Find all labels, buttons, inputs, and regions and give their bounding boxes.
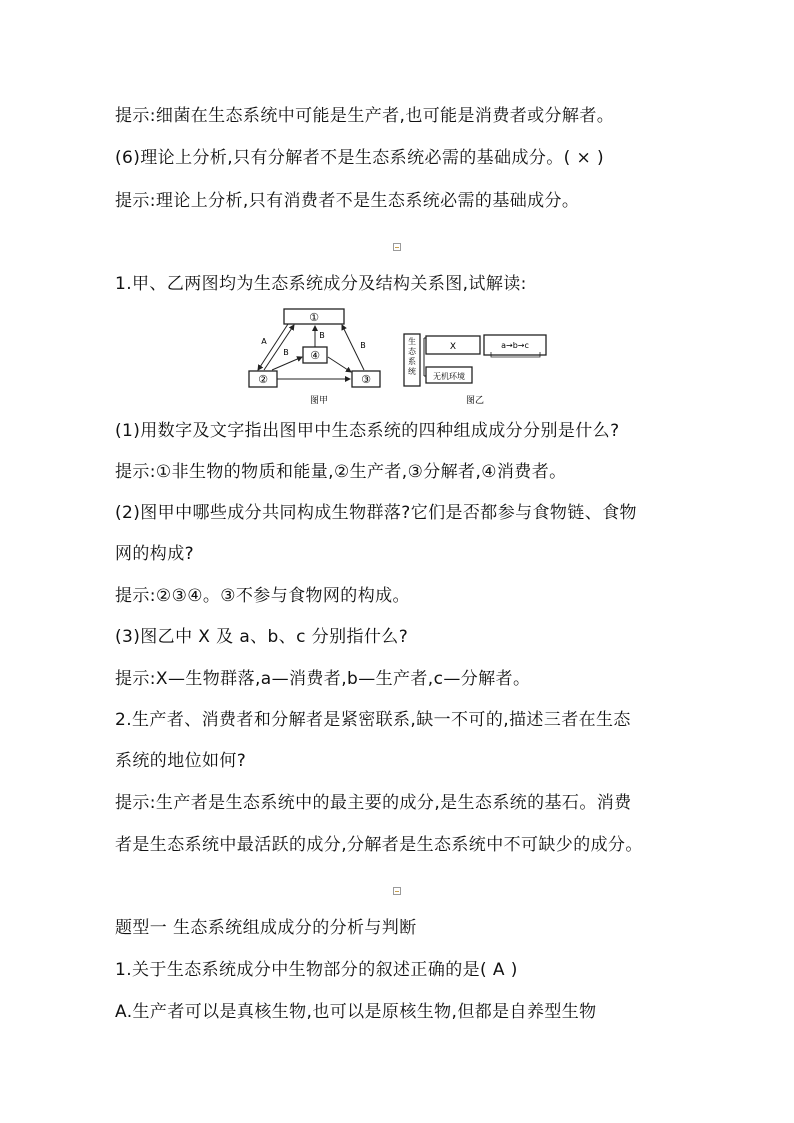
arrow-label-b1: B [283,348,289,357]
sub-question-2-line2: 网的构成? [115,544,195,564]
sub-question-2-line1: (2)图甲中哪些成分共同构成生物群落?它们是否都参与食物链、食物 [115,503,637,523]
sub-question-1: (1)用数字及文字指出图甲中生态系统的四种组成成分分别是什么? [115,421,620,441]
type-1-heading: 题型一 生态系统组成成分的分析与判断 [115,918,417,938]
svg-text:系: 系 [408,357,416,366]
sub-question-3: (3)图乙中 X 及 a、b、c 分别指什么? [115,627,409,647]
question-6: (6)理论上分析,只有分解者不是生态系统必需的基础成分。( × ) [115,148,604,168]
question-2-line1: 2.生产者、消费者和分解者是紧密联系,缺一不可的,描述三者在生态 [115,710,631,730]
ecosystem-figure [244,306,564,406]
arrow-label-a: A [261,337,267,346]
question-2-line2: 系统的地位如何? [115,751,247,771]
mc-question-1-option-a: A.生产者可以是真核生物,也可以是原核生物,但都是自养型生物 [115,1002,597,1022]
separator-icon [393,243,401,251]
svg-text:生: 生 [408,337,416,346]
arrow-label-b2: B [319,331,325,340]
box-1-label: ① [309,311,319,324]
hint-sub-question-1: 提示:①非生物的物质和能量,②生产者,③分解者,④消费者。 [115,462,567,482]
svg-text:态: 态 [408,347,416,356]
svg-text:统: 统 [408,367,416,376]
abc-label: a→b→c [501,341,529,350]
abiotic-label: 无机环境 [433,372,465,381]
arrow-label-b3: B [360,341,366,350]
hint-sub-question-3: 提示:X—生物群落,a—消费者,b—生产者,c—分解者。 [115,669,531,689]
box-2-label: ② [258,373,268,386]
question-1-intro: 1.甲、乙两图均为生态系统成分及结构关系图,试解读: [115,274,527,294]
box-4-label: ④ [310,349,320,362]
figure-yi-caption: 图乙 [465,396,485,406]
x-label: X [449,342,457,352]
mc-question-1: 1.关于生态系统成分中生物部分的叙述正确的是( A ) [115,960,518,980]
hint-question-2-line2: 者是生态系统中最活跃的成分,分解者是生态系统中不可缺少的成分。 [115,835,643,855]
hint-bacteria: 提示:细菌在生态系统中可能是生产者,也可能是消费者或分解者。 [115,106,615,126]
figure-jia-caption: 图甲 [309,396,329,406]
hint-question-6: 提示:理论上分析,只有消费者不是生态系统必需的基础成分。 [115,191,580,211]
box-3-label: ③ [361,373,371,386]
hint-question-2-line1: 提示:生产者是生态系统中的最主要的成分,是生态系统的基石。消费 [115,793,632,813]
separator-icon [393,887,401,895]
hint-sub-question-2: 提示:②③④。③不参与食物网的构成。 [115,586,410,606]
